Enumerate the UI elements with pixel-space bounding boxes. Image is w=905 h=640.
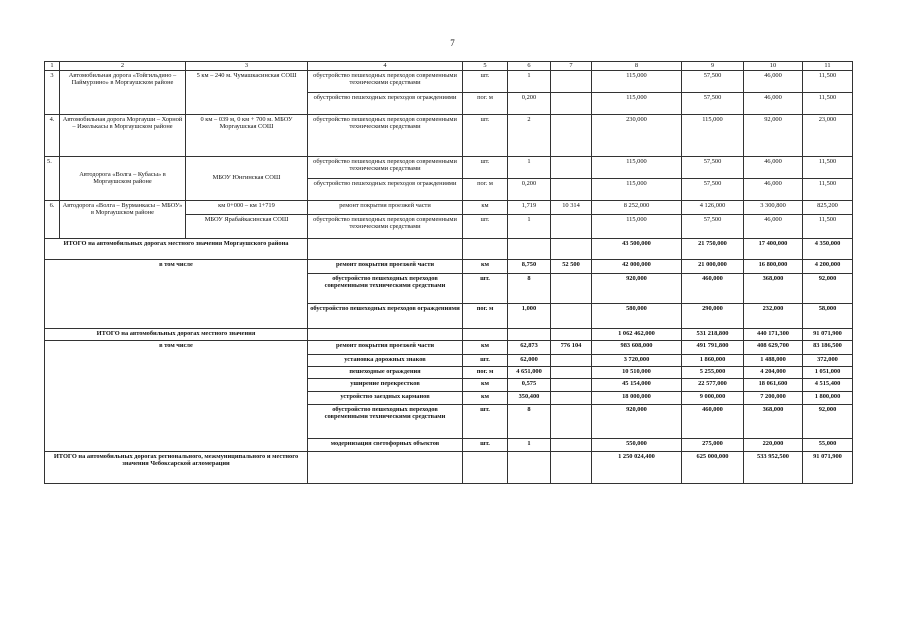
road-section: МБОУ Юнгинская СОШ: [186, 156, 308, 200]
quantity: 62,873: [508, 340, 551, 354]
col-header: 8: [592, 62, 682, 71]
unit: км: [463, 259, 508, 273]
work-type: обустройство пешеходных переходов современными техническими средствами: [308, 214, 463, 238]
cost-local: 11,500: [803, 92, 853, 114]
cost-local: 92,000: [803, 404, 853, 438]
cost-federal: 531 218,800: [682, 328, 744, 340]
cost-regional: 232,000: [744, 303, 803, 328]
empty-cell: [551, 328, 592, 340]
total-cost: 983 608,000: [592, 340, 682, 354]
empty-cell: [463, 328, 508, 340]
subtotal-item-row: [45, 259, 853, 273]
total-cost: 580,000: [592, 303, 682, 328]
cost-federal: 625 000,000: [682, 451, 744, 483]
work-type: установка дорожных знаков: [308, 354, 463, 366]
cost-regional: 46,000: [744, 92, 803, 114]
cost-local: 1 051,000: [803, 366, 853, 378]
empty-cell: [308, 238, 463, 259]
cost-regional: 408 629,700: [744, 340, 803, 354]
total-cost: 115,000: [592, 178, 682, 200]
subtotal-label: ИТОГО на автомобильных дорогах местного значения: [45, 328, 308, 340]
cost-local: 372,000: [803, 354, 853, 366]
table-row: [45, 156, 853, 178]
cost-federal: 57,500: [682, 178, 744, 200]
cost-regional: 46,000: [744, 214, 803, 238]
total-cost: 115,000: [592, 214, 682, 238]
unit: шт.: [463, 354, 508, 366]
total-cost: 45 154,000: [592, 378, 682, 391]
work-type: обустройство пешеходных переходов ограждениями: [308, 92, 463, 114]
quantity: 1,719: [508, 200, 551, 214]
row-number: 5.: [45, 156, 60, 200]
cost-regional: 92,000: [744, 114, 803, 156]
cost-federal: 57,500: [682, 156, 744, 178]
total-cost: 1 062 462,000: [592, 328, 682, 340]
quantity: 0,200: [508, 92, 551, 114]
table-row: [45, 114, 853, 156]
work-type: устройство заездных карманов: [308, 391, 463, 404]
col-header: 4: [308, 62, 463, 71]
including-label: в том числе: [45, 259, 308, 328]
col-header: 1: [45, 62, 60, 71]
cost-local: 91 071,900: [803, 328, 853, 340]
cost-federal: 460,000: [682, 273, 744, 303]
cost-federal: 57,500: [682, 214, 744, 238]
including-label: в том числе: [45, 340, 308, 451]
road-section: МБОУ Ярабайкасинская СОШ: [186, 214, 308, 238]
work-type: ремонт покрытия проезжей части: [308, 200, 463, 214]
unit: пог. м: [463, 92, 508, 114]
total-cost: 8 252,000: [592, 200, 682, 214]
work-type: модернизация светофорных объектов: [308, 438, 463, 451]
cost-federal: 4 126,000: [682, 200, 744, 214]
cost-federal: 21 000,000: [682, 259, 744, 273]
road-works-table: [44, 61, 853, 484]
quantity: 2: [508, 114, 551, 156]
quantity: 0,200: [508, 178, 551, 200]
cost-regional: 17 400,000: [744, 238, 803, 259]
quantity-2: 776 104: [551, 340, 592, 354]
cost-regional: 4 204,000: [744, 366, 803, 378]
cost-local: 4 350,000: [803, 238, 853, 259]
empty-cell: [308, 451, 463, 483]
table-row: [45, 200, 853, 214]
quantity-2: [551, 156, 592, 178]
road-name: Автомобильная дорога «Тойгильдино – Паймурзино» в Моргаушском районе: [60, 70, 186, 114]
empty-cell: [508, 328, 551, 340]
road-section: 5 км – 240 м. Чумашкасинская СОШ: [186, 70, 308, 114]
cost-federal: 460,000: [682, 404, 744, 438]
work-type: обустройство пешеходных переходов современными техническими средствами: [308, 114, 463, 156]
column-header-row: [45, 62, 853, 71]
total-cost: 550,000: [592, 438, 682, 451]
table-row: [45, 70, 853, 92]
cost-regional: 1 488,000: [744, 354, 803, 366]
grand-total-row: [45, 451, 853, 483]
quantity-2: 52 500: [551, 259, 592, 273]
quantity: 1: [508, 214, 551, 238]
col-header: 7: [551, 62, 592, 71]
unit: шт.: [463, 273, 508, 303]
work-type: пешеходные ограждения: [308, 366, 463, 378]
cost-local: 23,000: [803, 114, 853, 156]
unit: шт.: [463, 156, 508, 178]
cost-local: 11,500: [803, 178, 853, 200]
quantity: 8: [508, 273, 551, 303]
quantity-2: [551, 92, 592, 114]
cost-local: 91 071,900: [803, 451, 853, 483]
total-cost: 115,000: [592, 156, 682, 178]
unit: км: [463, 200, 508, 214]
empty-cell: [463, 238, 508, 259]
cost-regional: 16 800,000: [744, 259, 803, 273]
quantity-2: [551, 303, 592, 328]
quantity-2: [551, 378, 592, 391]
row-number: 3: [45, 70, 60, 114]
road-section: 0 км – 039 м, 0 км + 700 м. МБОУ Моргаушская СОШ: [186, 114, 308, 156]
cost-regional: 46,000: [744, 156, 803, 178]
total-cost: 115,000: [592, 92, 682, 114]
total-cost: 43 500,000: [592, 238, 682, 259]
road-section: км 0+000 – км 1+719: [186, 200, 308, 214]
cost-regional: 18 061,600: [744, 378, 803, 391]
work-type: обустройство пешеходных переходов современными техническими средствами: [308, 70, 463, 92]
cost-local: 11,500: [803, 70, 853, 92]
empty-cell: [551, 238, 592, 259]
cost-federal: 57,500: [682, 92, 744, 114]
quantity-2: [551, 354, 592, 366]
unit: пог. м: [463, 303, 508, 328]
quantity: 8,750: [508, 259, 551, 273]
empty-cell: [508, 451, 551, 483]
total-cost: 920,000: [592, 404, 682, 438]
cost-regional: 7 200,000: [744, 391, 803, 404]
quantity: 62,000: [508, 354, 551, 366]
total-cost: 1 250 024,400: [592, 451, 682, 483]
col-header: 5: [463, 62, 508, 71]
cost-federal: 275,000: [682, 438, 744, 451]
unit: шт.: [463, 70, 508, 92]
quantity: 350,400: [508, 391, 551, 404]
quantity: 1: [508, 70, 551, 92]
quantity-2: [551, 114, 592, 156]
total-cost: 18 000,000: [592, 391, 682, 404]
quantity-2: [551, 366, 592, 378]
cost-regional: 368,000: [744, 404, 803, 438]
work-type: ремонт покрытия проезжей части: [308, 340, 463, 354]
unit: км: [463, 340, 508, 354]
work-type: обустройство пешеходных переходов ограждениями: [308, 303, 463, 328]
quantity-2: [551, 404, 592, 438]
cost-local: 92,000: [803, 273, 853, 303]
cost-local: 58,000: [803, 303, 853, 328]
quantity: 8: [508, 404, 551, 438]
col-header: 3: [186, 62, 308, 71]
quantity-2: [551, 70, 592, 92]
unit: пог. м: [463, 178, 508, 200]
row-number: 6.: [45, 200, 60, 238]
work-type: обустройство пешеходных переходов современными техническими средствами: [308, 273, 463, 303]
page-number: 7: [450, 38, 455, 48]
unit: шт.: [463, 214, 508, 238]
subtotal-row: [45, 328, 853, 340]
road-name: Автодорога «Волга – Кубасы» в Моргаушском районе: [60, 156, 186, 200]
unit: шт.: [463, 114, 508, 156]
empty-cell: [508, 238, 551, 259]
cost-local: 1 800,000: [803, 391, 853, 404]
cost-federal: 5 255,000: [682, 366, 744, 378]
total-cost: 10 510,000: [592, 366, 682, 378]
cost-regional: 46,000: [744, 70, 803, 92]
quantity-2: [551, 273, 592, 303]
unit: шт.: [463, 404, 508, 438]
col-header: 11: [803, 62, 853, 71]
quantity: 1: [508, 438, 551, 451]
empty-cell: [308, 328, 463, 340]
cost-federal: 9 000,000: [682, 391, 744, 404]
cost-federal: 21 750,000: [682, 238, 744, 259]
total-cost: 230,000: [592, 114, 682, 156]
total-cost: 920,000: [592, 273, 682, 303]
cost-regional: 46,000: [744, 178, 803, 200]
quantity-2: [551, 214, 592, 238]
cost-federal: 57,500: [682, 70, 744, 92]
road-name: Автодорога «Волга – Вурманкасы – МБОУ» в Моргаушском районе: [60, 200, 186, 238]
subtotal-item-row: [45, 340, 853, 354]
road-name: Автомобильная дорога Моргауши – Хорной – Ижелькасы в Моргаушском районе: [60, 114, 186, 156]
cost-local: 4 515,400: [803, 378, 853, 391]
cost-regional: 220,000: [744, 438, 803, 451]
work-type: обустройство пешеходных переходов современными техническими средствами: [308, 156, 463, 178]
unit: пог. м: [463, 366, 508, 378]
work-type: ремонт покрытия проезжей части: [308, 259, 463, 273]
quantity-2: [551, 391, 592, 404]
cost-local: 83 186,500: [803, 340, 853, 354]
col-header: 2: [60, 62, 186, 71]
empty-cell: [463, 451, 508, 483]
quantity-2: 10 314: [551, 200, 592, 214]
quantity-2: [551, 178, 592, 200]
quantity: 1: [508, 156, 551, 178]
total-cost: 115,000: [592, 70, 682, 92]
cost-local: 11,500: [803, 156, 853, 178]
total-cost: 3 720,000: [592, 354, 682, 366]
col-header: 9: [682, 62, 744, 71]
quantity: 0,575: [508, 378, 551, 391]
cost-regional: 533 952,500: [744, 451, 803, 483]
work-type: обустройство пешеходных переходов современными техническими средствами: [308, 404, 463, 438]
quantity: 4 651,000: [508, 366, 551, 378]
quantity-2: [551, 438, 592, 451]
cost-federal: 1 860,000: [682, 354, 744, 366]
work-type: уширение перекрестков: [308, 378, 463, 391]
cost-local: 11,500: [803, 214, 853, 238]
work-type: обустройство пешеходных переходов ограждениями: [308, 178, 463, 200]
row-number: 4.: [45, 114, 60, 156]
total-cost: 42 000,000: [592, 259, 682, 273]
grand-total-label: ИТОГО на автомобильных дорогах регионального, межмуниципального и местного значения Чебоксарской агломерации: [45, 451, 308, 483]
cost-federal: 22 577,000: [682, 378, 744, 391]
cost-regional: 3 300,800: [744, 200, 803, 214]
cost-federal: 290,000: [682, 303, 744, 328]
unit: шт.: [463, 438, 508, 451]
col-header: 6: [508, 62, 551, 71]
cost-local: 55,000: [803, 438, 853, 451]
cost-local: 4 200,000: [803, 259, 853, 273]
unit: км: [463, 391, 508, 404]
cost-local: 825,200: [803, 200, 853, 214]
cost-regional: 440 171,300: [744, 328, 803, 340]
quantity: 1,000: [508, 303, 551, 328]
col-header: 10: [744, 62, 803, 71]
cost-regional: 368,000: [744, 273, 803, 303]
subtotal-row: [45, 238, 853, 259]
cost-federal: 115,000: [682, 114, 744, 156]
unit: км: [463, 378, 508, 391]
subtotal-label: ИТОГО на автомобильных дорогах местного значения Моргаушского района: [45, 238, 308, 259]
empty-cell: [551, 451, 592, 483]
cost-federal: 491 791,800: [682, 340, 744, 354]
